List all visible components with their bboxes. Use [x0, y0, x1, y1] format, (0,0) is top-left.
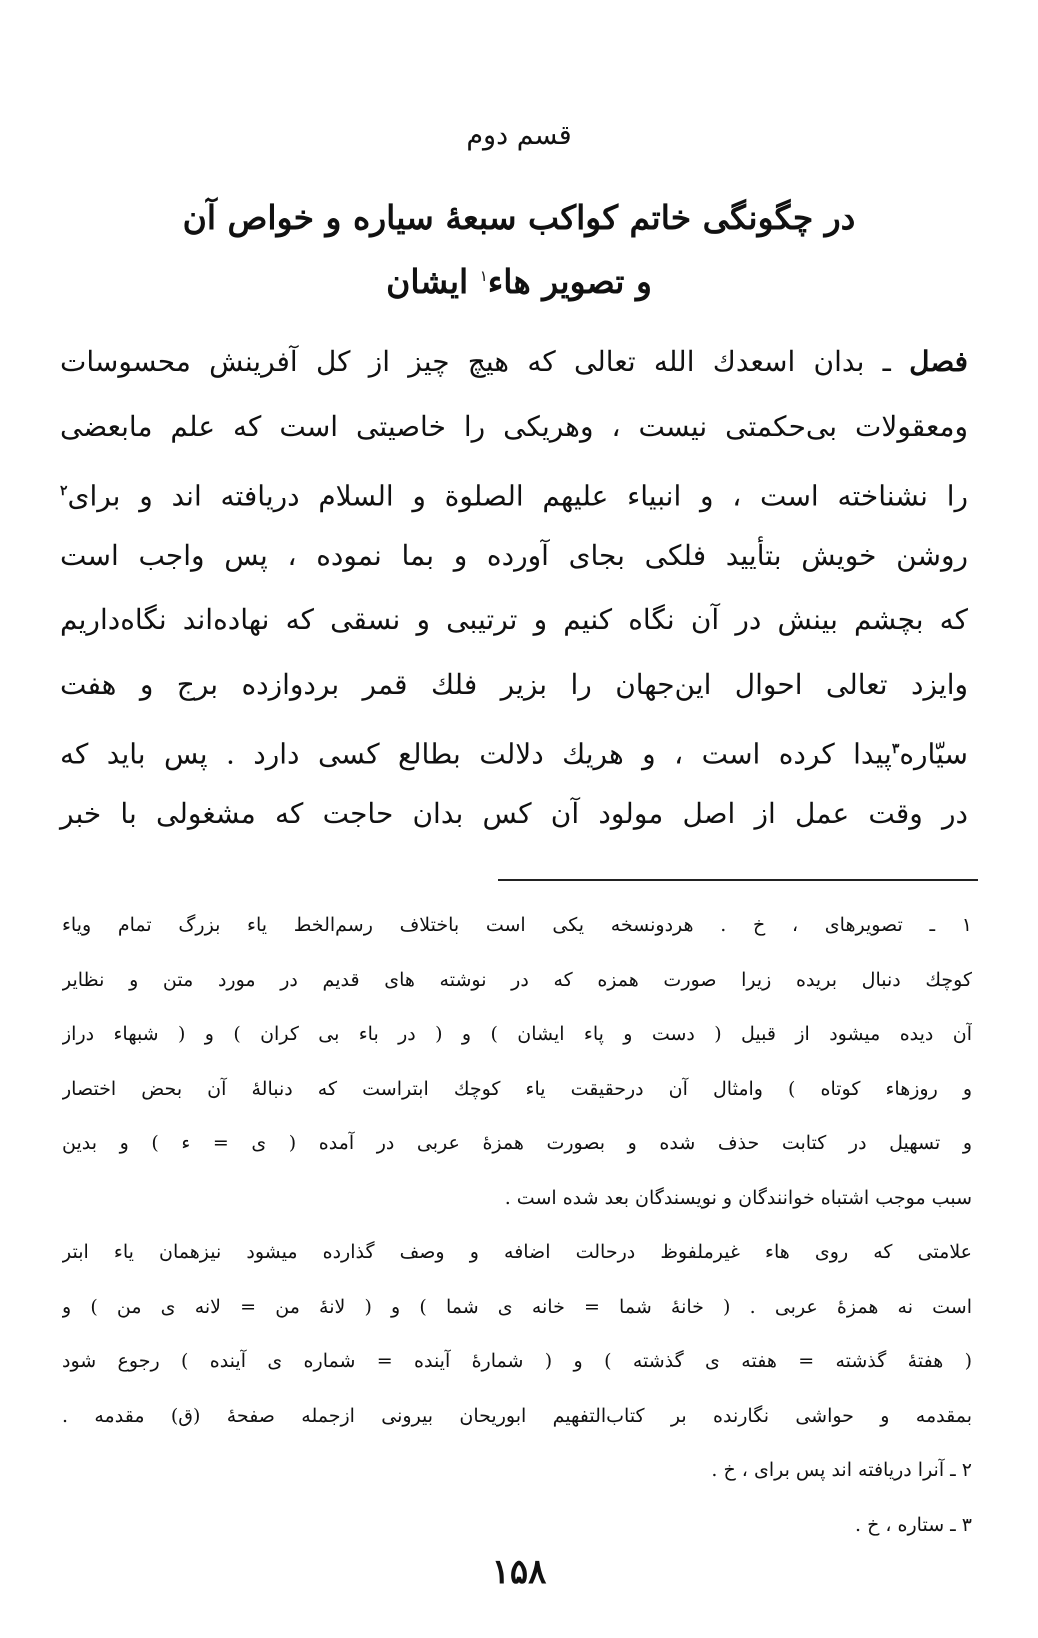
footnote-line: و روزهاء کوتاه ) وامثال آن درحقیقت یاء کوچك ابتراست که دنبالهٔ آن بحض اختصار: [62, 1077, 972, 1100]
body-text: [60, 330, 968, 846]
body-line: [60, 459, 968, 524]
body-line-text: ـ بدان اسعدك الله تعالی که هیچ چیز از کل آفرینش محسوسات: [60, 345, 891, 378]
footnote-line: ۱ ـ تصویرهای ، خ . هردونسخه یکی است باختلاف رسم‌الخط یاء بزرگ تمام ویاء: [62, 914, 972, 936]
footnote-line: علامتی که روی هاء غیرملفوظ درحالت اضافه و وصف گذارده میشود نیزهمان یاء ابتر: [62, 1241, 972, 1263]
footnote-line: و تسهیل در کتابت حذف شده و بصورت همزهٔ عربی در آمده ( ی = ء ) و بدین: [62, 1132, 972, 1154]
footnote-line: کوچك دنبال بریده زیرا صورت همزه که در نوشته های قدیم در مورد متن و نظایر: [62, 968, 972, 991]
body-line: [60, 330, 968, 395]
body-line: وایزد تعالی احوال این‌جهان را بزیر فلك قمر بردوازده برج و هفت: [60, 667, 968, 701]
heading-text: و تصویر هاء: [487, 262, 652, 301]
footnote-line: ۲ ـ آنرا دریافته اند پس برای ، خ .: [711, 1459, 972, 1481]
footnote-line: سبب موجب اشتباه خوانندگان و نویسندگان بعد شده است .: [504, 1186, 972, 1209]
body-line: [60, 717, 968, 782]
body-line: ومعقولات بی‌حکمتی نیست ، وهریکی را خاصیتی است که علم مابعضی: [60, 409, 968, 443]
body-line-text: را نشناخته است ، و انبیاء علیهم الصلوة و السلام دریافته اند و برای: [67, 479, 968, 513]
section-label: قسم دوم: [466, 120, 572, 151]
page-number: ۱۵۸: [491, 1552, 547, 1592]
footnote-marker-2: ۲: [60, 483, 68, 499]
footnote-line: است نه همزهٔ عربی . ( خانهٔ شما = خانه ی شما ) و ( لانهٔ من = لانه ی من ) و: [62, 1295, 972, 1318]
chapter-heading-line-1: در چگونگی خاتم کواکب سبعهٔ سیاره و خواص آن: [182, 198, 856, 237]
section-lead-word: فصل: [909, 345, 968, 378]
body-line-text: پیدا کرده است ، و هریك دلالت بطالع کسی دارد . پس باید که: [60, 737, 892, 771]
footnote-line: آن دیده میشود از قبیل ( دست و پاء ایشان ) و ( در باء بی کران ) و ( شبهاء دراز: [62, 1023, 972, 1045]
body-line: که بچشم بینش در آن نگاه کنیم و ترتیبی و نسقی که نهاده‌اند نگاه‌داریم: [60, 603, 968, 636]
footnote-separator: [498, 879, 978, 881]
footnotes: [62, 898, 972, 1552]
footnote-line: ( هفتهٔ گذشته = هفته ی گذشته ) و ( شمارهٔ آینده = شماره ی آینده ) رجوع شود: [62, 1350, 972, 1372]
body-line: روشن خویش بتأیید فلکی بجای آورده و بما نموده ، پس واجب است: [60, 538, 968, 572]
footnote-line: بمقدمه و حواشی نگارنده بر کتاب‌التفهیم ابوریحان بیرونی ازجمله صفحهٔ (ق) مقدمه .: [62, 1404, 972, 1427]
footnote-line: ۳ ـ ستاره ، خ .: [855, 1513, 972, 1536]
body-line: در وقت عمل از اصل مولود آن کس بدان حاجت که مشغولی با خبر: [60, 796, 969, 830]
chapter-heading-line-2: [60, 262, 978, 301]
heading-text-end: ایشان: [386, 262, 469, 301]
footnote-marker-3: ۳: [891, 741, 900, 757]
body-line-text: سیّاره: [899, 737, 968, 771]
footnote-marker-1: ۱: [479, 267, 488, 285]
